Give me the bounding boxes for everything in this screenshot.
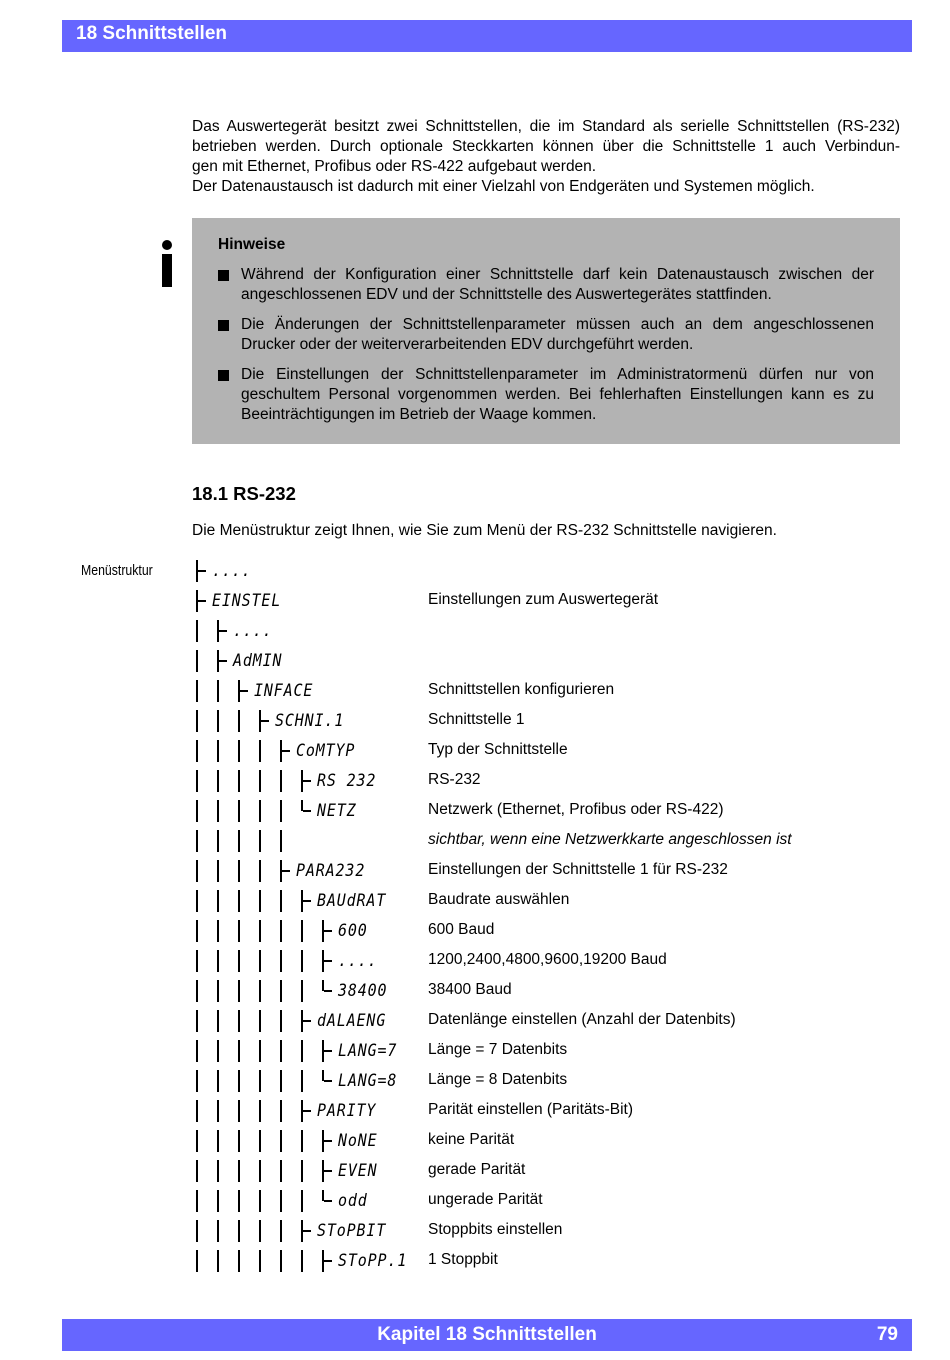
menu-tree-row <box>196 590 896 620</box>
tree-line <box>217 680 219 702</box>
menu-tree-row <box>196 650 896 680</box>
intro-paragraph <box>192 117 900 197</box>
tree-branch <box>324 1140 332 1142</box>
tree-line <box>238 710 240 732</box>
menu-tree-row <box>196 920 896 950</box>
tree-line <box>238 1160 240 1182</box>
tree-line <box>217 1040 219 1062</box>
tree-line <box>259 890 261 912</box>
menu-tree-row <box>196 980 896 1010</box>
tree-branch <box>324 1170 332 1172</box>
note-item <box>218 315 874 355</box>
tree-line <box>238 830 240 852</box>
tree-line <box>259 1220 261 1242</box>
menu-code: SToPBIT <box>317 1221 387 1241</box>
tree-line <box>196 800 198 822</box>
menu-tree-row <box>196 950 896 980</box>
menu-tree-row <box>196 710 896 740</box>
menu-description: Netzwerk (Ethernet, Profibus oder RS-422) <box>428 801 724 818</box>
tree-line <box>301 1040 303 1062</box>
menu-tree-row <box>196 1010 896 1040</box>
menu-tree-row <box>196 830 896 860</box>
tree-line <box>196 1100 198 1122</box>
intro-line: gen mit Ethernet, Profibus oder RS-422 aufgebaut werden. <box>192 158 597 175</box>
tree-line <box>238 890 240 912</box>
notes-box <box>192 218 900 444</box>
intro-line: betrieben werden. Durch optionale Steckkarten können über die Schnittstelle 1 auch Verbindun- <box>192 138 900 155</box>
tree-line <box>259 1100 261 1122</box>
tree-branch <box>219 660 227 662</box>
menu-code: BAUdRAT <box>317 891 387 911</box>
tree-line <box>238 860 240 882</box>
menu-code: NETZ <box>317 801 357 821</box>
menu-code: CoMTYP <box>296 741 356 761</box>
tree-line <box>196 950 198 972</box>
notes-title: Hinweise <box>218 236 286 253</box>
tree-line <box>196 620 198 642</box>
note-line: angeschlossenen EDV und der Schnittstelle des Auswertegerätes stattfinden. <box>241 286 772 303</box>
tree-line <box>217 890 219 912</box>
tree-line <box>217 860 219 882</box>
note-item <box>218 265 874 305</box>
menu-description: gerade Parität <box>428 1161 526 1178</box>
tree-line <box>280 920 282 942</box>
tree-line <box>280 1190 282 1212</box>
tree-line <box>238 920 240 942</box>
tree-line <box>217 1070 219 1092</box>
tree-line <box>280 770 282 792</box>
menu-code: EVEN <box>338 1161 378 1181</box>
menu-tree-row <box>196 620 896 650</box>
tree-line <box>280 1010 282 1032</box>
menu-tree-row <box>196 1040 896 1070</box>
tree-line <box>280 1250 282 1272</box>
tree-line <box>217 1130 219 1152</box>
tree-line <box>301 980 303 1002</box>
menu-code: AdMIN <box>233 651 283 671</box>
menu-code: LANG=8 <box>338 1071 398 1091</box>
menu-tree-row <box>196 890 896 920</box>
tree-branch <box>219 630 227 632</box>
tree-line <box>196 1190 198 1212</box>
tree-line <box>196 1130 198 1152</box>
tree-branch <box>324 990 332 992</box>
tree-line <box>217 830 219 852</box>
tree-line <box>301 950 303 972</box>
menu-description: 600 Baud <box>428 921 495 938</box>
menu-tree-row <box>196 1100 896 1130</box>
note-line: geschultem Personal vorgenommen werden. Bei fehlerhaften Einstellungen kann es zu <box>241 386 874 403</box>
menu-description: ungerade Parität <box>428 1191 543 1208</box>
tree-line <box>280 980 282 1002</box>
tree-line <box>259 1130 261 1152</box>
note-item <box>218 365 874 425</box>
tree-branch <box>198 570 206 572</box>
tree-line <box>238 980 240 1002</box>
menu-code: RS 232 <box>317 771 377 791</box>
tree-line <box>259 770 261 792</box>
page-header <box>62 20 912 52</box>
menu-code: PARITY <box>317 1101 377 1121</box>
menu-description: Schnittstellen konfigurieren <box>428 681 615 698</box>
menu-description: keine Parität <box>428 1131 515 1148</box>
note-line: Beeinträchtigungen im Betrieb der Waage kommen. <box>241 406 597 423</box>
tree-branch <box>303 1020 311 1022</box>
tree-line <box>259 830 261 852</box>
tree-line <box>301 1160 303 1182</box>
note-line: Die Änderungen der Schnittstellenparameter müssen auch an dem angeschlossenen <box>241 316 874 333</box>
tree-branch <box>324 1080 332 1082</box>
tree-line <box>259 980 261 1002</box>
menu-code: odd <box>338 1191 368 1211</box>
tree-branch <box>303 900 311 902</box>
info-icon <box>160 240 174 288</box>
menu-description: Datenlänge einstellen (Anzahl der Datenbits) <box>428 1011 736 1028</box>
menu-tree-row <box>196 1070 896 1100</box>
menu-structure-label: Menüstruktur <box>81 562 153 579</box>
menu-code: INFACE <box>254 681 314 701</box>
menu-tree-row <box>196 1160 896 1190</box>
tree-line <box>259 1070 261 1092</box>
tree-line <box>217 980 219 1002</box>
note-line: Während der Konfiguration einer Schnittstelle darf kein Datenaustausch zwischen der <box>241 266 874 283</box>
menu-description: Länge = 8 Datenbits <box>428 1071 568 1088</box>
bullet-square-icon <box>218 370 229 381</box>
menu-description: Stoppbits einstellen <box>428 1221 563 1238</box>
tree-line <box>196 1250 198 1272</box>
menu-code: NoNE <box>338 1131 378 1151</box>
tree-line <box>238 800 240 822</box>
menu-tree-row <box>196 860 896 890</box>
menu-description: RS-232 <box>428 771 481 788</box>
tree-line <box>280 890 282 912</box>
tree-branch <box>282 750 290 752</box>
tree-line <box>280 800 282 822</box>
tree-branch <box>303 1110 311 1112</box>
tree-line <box>259 1160 261 1182</box>
tree-line <box>217 950 219 972</box>
section-intro: Die Menüstruktur zeigt Ihnen, wie Sie zum Menü der RS-232 Schnittstelle navigieren. <box>192 522 777 539</box>
tree-line <box>196 920 198 942</box>
menu-description: 1 Stoppbit <box>428 1251 498 1268</box>
tree-line <box>217 770 219 792</box>
menu-code: SToPP.1 <box>338 1251 408 1271</box>
menu-tree-row <box>196 1250 896 1280</box>
tree-line <box>259 920 261 942</box>
tree-line <box>301 1250 303 1272</box>
footer-title: Kapitel 18 Schnittstellen <box>377 1324 597 1345</box>
menu-code: PARA232 <box>296 861 366 881</box>
menu-tree-row <box>196 1190 896 1220</box>
menu-tree-row <box>196 680 896 710</box>
menu-description: 38400 Baud <box>428 981 512 998</box>
tree-line <box>280 1220 282 1242</box>
tree-line <box>238 1040 240 1062</box>
bullet-square-icon <box>218 270 229 281</box>
tree-line <box>280 1160 282 1182</box>
tree-line <box>238 950 240 972</box>
tree-line <box>259 860 261 882</box>
tree-line <box>301 920 303 942</box>
intro-line: Der Datenaustausch ist dadurch mit einer Vielzahl von Endgeräten und Systemen möglich. <box>192 178 815 195</box>
tree-line <box>280 1100 282 1122</box>
tree-line <box>259 1190 261 1212</box>
menu-description: Typ der Schnittstelle <box>428 741 568 758</box>
header-title: 18 Schnittstellen <box>76 23 227 44</box>
menu-tree-row <box>196 1130 896 1160</box>
menu-tree-row <box>196 560 896 590</box>
menu-tree-row <box>196 770 896 800</box>
menu-code: SCHNI.1 <box>275 711 345 731</box>
menu-description: Parität einstellen (Paritäts-Bit) <box>428 1101 634 1118</box>
menu-code: dALAENG <box>317 1011 387 1031</box>
tree-line <box>217 1250 219 1272</box>
tree-line <box>217 1220 219 1242</box>
tree-line <box>196 1040 198 1062</box>
menu-code: .... <box>212 561 252 581</box>
tree-line <box>301 1190 303 1212</box>
tree-line <box>259 950 261 972</box>
tree-line <box>259 1010 261 1032</box>
tree-line <box>196 680 198 702</box>
menu-code: LANG=7 <box>338 1041 398 1061</box>
menu-code: EINSTEL <box>212 591 282 611</box>
menu-code: .... <box>233 621 273 641</box>
tree-branch <box>324 930 332 932</box>
tree-line <box>259 1040 261 1062</box>
tree-branch <box>282 870 290 872</box>
tree-line <box>196 1220 198 1242</box>
menu-description: sichtbar, wenn eine Netzwerkkarte angeschlossen ist <box>428 831 792 848</box>
note-line: Drucker oder der weiterverarbeitenden EDV durchgeführt werden. <box>241 336 694 353</box>
tree-line <box>301 1130 303 1152</box>
tree-branch <box>303 780 311 782</box>
section-heading: 18.1 RS-232 <box>192 483 296 504</box>
tree-line <box>217 1160 219 1182</box>
menu-description: Länge = 7 Datenbits <box>428 1041 568 1058</box>
tree-line <box>238 1250 240 1272</box>
tree-line <box>238 1130 240 1152</box>
tree-branch <box>324 1050 332 1052</box>
tree-line <box>196 890 198 912</box>
tree-line <box>196 740 198 762</box>
tree-line <box>217 1190 219 1212</box>
menu-description: Baudrate auswählen <box>428 891 570 908</box>
menu-tree-row <box>196 740 896 770</box>
menu-tree-row <box>196 1220 896 1250</box>
menu-code: .... <box>338 951 378 971</box>
menu-code: 600 <box>338 921 368 941</box>
tree-branch <box>303 1230 311 1232</box>
bullet-square-icon <box>218 320 229 331</box>
tree-line <box>238 1190 240 1212</box>
tree-line <box>217 800 219 822</box>
tree-line <box>217 1100 219 1122</box>
tree-line <box>238 1010 240 1032</box>
tree-line <box>280 1130 282 1152</box>
tree-line <box>196 980 198 1002</box>
tree-line <box>217 740 219 762</box>
tree-line <box>217 710 219 732</box>
tree-line <box>196 770 198 792</box>
tree-line <box>259 800 261 822</box>
menu-description: Schnittstelle 1 <box>428 711 525 728</box>
tree-line <box>238 740 240 762</box>
tree-line <box>280 1040 282 1062</box>
tree-branch <box>240 690 248 692</box>
tree-line <box>259 1250 261 1272</box>
tree-line <box>196 710 198 732</box>
menu-description: 1200,2400,4800,9600,19200 Baud <box>428 951 667 968</box>
menu-tree-row <box>196 800 896 830</box>
tree-line <box>238 770 240 792</box>
tree-line <box>280 830 282 852</box>
tree-line <box>238 1220 240 1242</box>
tree-line <box>259 740 261 762</box>
tree-line <box>196 1160 198 1182</box>
tree-line <box>280 950 282 972</box>
menu-description: Einstellungen der Schnittstelle 1 für RS-232 <box>428 861 728 878</box>
tree-line <box>196 650 198 672</box>
tree-line <box>238 1070 240 1092</box>
page-number: 79 <box>876 1324 898 1345</box>
tree-branch <box>303 810 311 812</box>
tree-line <box>280 1070 282 1092</box>
tree-branch <box>324 1200 332 1202</box>
tree-line <box>217 920 219 942</box>
page-footer <box>62 1319 912 1351</box>
tree-branch <box>324 960 332 962</box>
menu-code: 38400 <box>338 981 388 1001</box>
tree-branch <box>324 1260 332 1262</box>
tree-line <box>238 1100 240 1122</box>
tree-line <box>196 830 198 852</box>
tree-line <box>196 1010 198 1032</box>
tree-line <box>196 1070 198 1092</box>
menu-description: Einstellungen zum Auswertegerät <box>428 591 659 608</box>
tree-line <box>301 1070 303 1092</box>
tree-branch <box>198 600 206 602</box>
intro-line: Das Auswertegerät besitzt zwei Schnittstellen, die im Standard als serielle Schnittstellen (RS-232) <box>192 118 900 135</box>
tree-line <box>196 860 198 882</box>
note-line: Die Einstellungen der Schnittstellenparameter im Administratormenü dürfen nur von <box>241 366 874 383</box>
tree-branch <box>261 720 269 722</box>
tree-line <box>217 1010 219 1032</box>
